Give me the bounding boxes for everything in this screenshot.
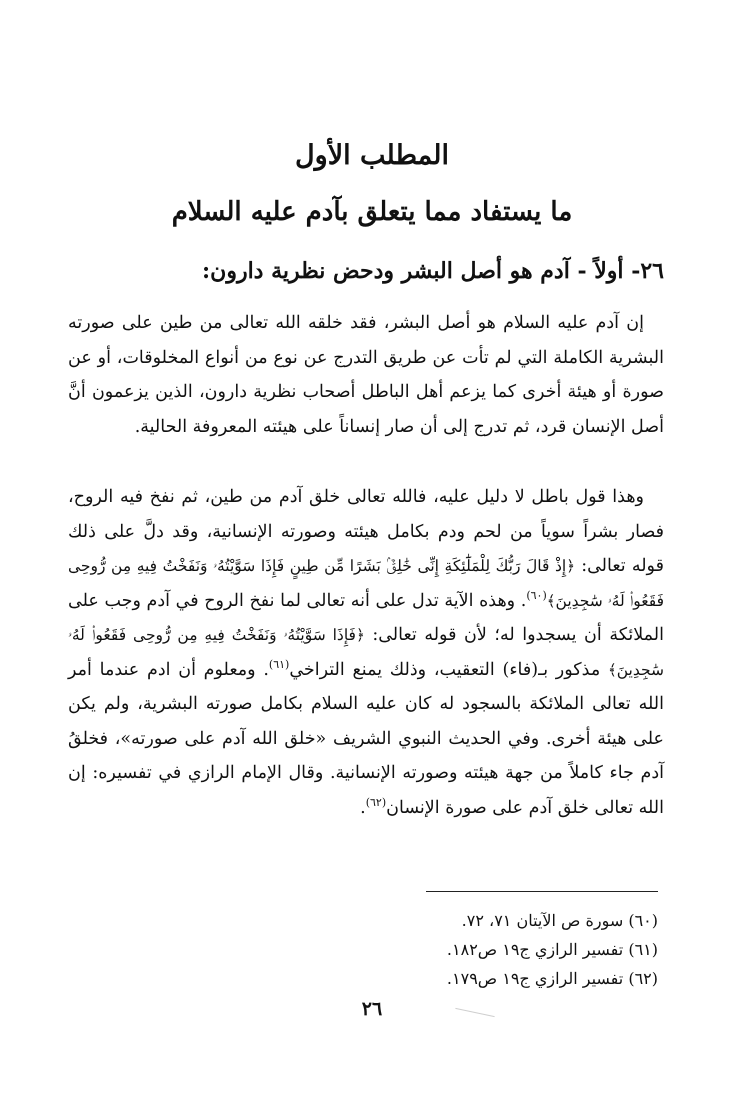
footnote-61: (٦١) تفسير الرازي ج١٩ ص١٨٢.: [446, 940, 658, 959]
footnote-ref-62: (٦٢): [365, 795, 387, 809]
paragraph-2-part-c: مذكور بـ(فاء) التعقيب، وذلك يمنع التراخي: [289, 659, 601, 680]
paragraph-2-part-b: . وهذه الآية تدل على أنه تعالى لما نفخ الروح في آدم وجب على الملائكة أن يسجدوا له؛ لأن قوله تعالى:: [68, 590, 664, 645]
footnote-ref-60: (٦٠): [526, 588, 547, 602]
page-number: ٢٦: [361, 998, 383, 1020]
quran-verse-2: فَإِذَا سَوَّيْتُهُۥ وَنَفَخْتُ فِيهِ مِن رُّوحِى فَقَعُوا۟ لَهُۥ سَٰجِدِينَ: [68, 626, 664, 679]
paragraph-2-part-e: .: [360, 797, 366, 818]
paragraph-1: إن آدم عليه السلام هو أصل البشر، فقد خلقه الله تعالى من طين على صورته البشرية الكاملة التي لم تأت عن طريق التدرج عن نوع من أنواع المخلوقات، أو عن صورة أو هيئة أخرى كما يزعم أهل الباطل أصحاب نظرية دارون، الذين يزعمون أنَّ أصل الإنسان قرد، ثم تدرج إلى أن صار إنساناً على هيئته المعروفة الحالية.: [68, 313, 664, 437]
paragraph-2-part-a: وهذا قول باطل لا دليل عليه، فالله تعالى خلق آدم من طين، ثم نفخ فيه الروح، فصار بشراً سوياً من لحم ودم بكامل هيئته وصورته الإنسانية، وقد دلَّ على ذلك قوله تعالى:: [68, 487, 664, 576]
footnote-divider: [426, 891, 658, 892]
paragraph-2-part-d: . ومعلوم أن ادم عندما أمر الله تعالى الملائكة بالسجود له كان عليه السلام بكامل صورته البشرية، ولم يكن على هيئة أخرى. وفي الحديث النبوي الشريف «خلق الله آدم على صورته»، فخلقُ آدم جاء كاملاً من جهة هيئته وصورته الإنسانية. وقال الإمام الرازي في تفسيره: إن الله تعالى خلق آدم على صورة الإنسان: [68, 659, 664, 818]
quran-open-bracket: ﴿: [355, 626, 365, 644]
page-title: المطلب الأول: [295, 140, 449, 171]
section-number: ٢٦-: [631, 258, 664, 284]
page-subtitle: ما يستفاد مما يتعلق بآدم عليه السلام: [171, 197, 573, 227]
footnote-ref-61: (٦١): [268, 657, 290, 671]
quran-close-bracket: ﴾: [546, 591, 556, 610]
footnote-62: (٦٢) تفسير الرازي ج١٩ ص١٧٩.: [446, 969, 658, 988]
section-heading-text: أولاً - آدم هو أصل البشر ودحض نظرية دارون:: [202, 258, 624, 284]
footnotes: [238, 906, 658, 993]
quran-open-bracket: ﴿: [566, 557, 575, 575]
section-heading: [64, 258, 664, 284]
quran-close-bracket: ﴾: [607, 660, 617, 679]
footnote-60: (٦٠) سورة ص الآيتان ٧١، ٧٢.: [461, 911, 658, 930]
paragraph-2: [68, 480, 664, 825]
quran-verse-1: إِذْ قَالَ رَبُّكَ لِلْمَلَٰٓئِكَةِ إِنِّى خَٰلِقٌۢ بَشَرًا مِّن طِينٍ فَإِذَا سَوَّيْتُهُۥ وَنَفَخْتُ فِيهِ مِن رُّوحِى فَقَعُوا۟ لَهُۥ سَٰجِدِينَ: [68, 557, 664, 610]
